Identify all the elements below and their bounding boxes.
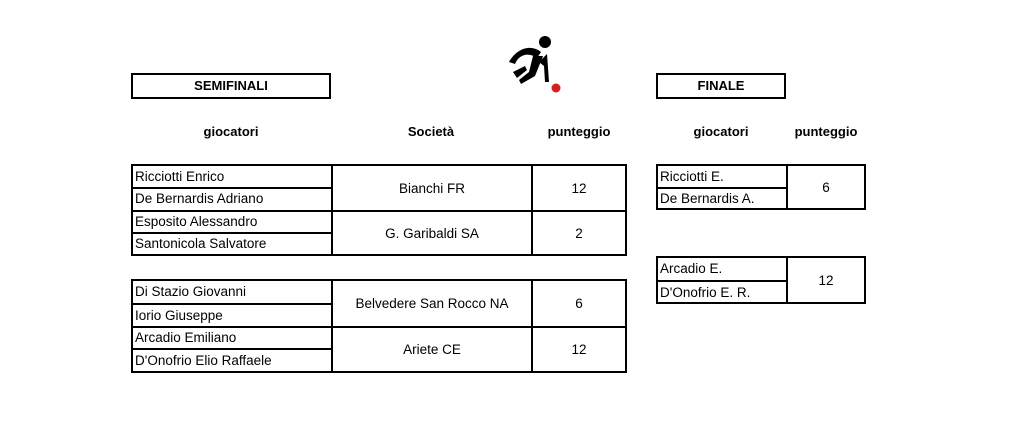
player-name: Di Stazio Giovanni	[135, 284, 247, 299]
player-name: D'Onofrio Elio Raffaele	[135, 353, 272, 368]
club-name: Bianchi FR	[398, 180, 466, 196]
score-value: 6	[822, 179, 830, 195]
score-value: 12	[571, 342, 587, 357]
club-name: G. Garibaldi SA	[385, 225, 479, 241]
score-value: 12	[571, 180, 587, 196]
club-name: Belvedere San Rocco NA	[355, 296, 509, 311]
club-name: Ariete CE	[403, 342, 461, 357]
final-pair-1	[656, 164, 866, 210]
semifinali-header-club: Società	[407, 124, 455, 139]
score-value: 6	[575, 296, 583, 311]
final-pair-2	[656, 256, 866, 304]
player-name: Santonicola Salvatore	[135, 236, 267, 251]
player-name: De Bernardis A.	[660, 191, 755, 206]
score-value: 12	[818, 272, 834, 288]
semifinali-header-score: punteggio	[547, 124, 611, 139]
player-name: Ricciotti E.	[660, 169, 724, 184]
semifinal-group-1	[131, 164, 627, 256]
player-name: Ricciotti Enrico	[135, 169, 225, 184]
player-name: Iorio Giuseppe	[135, 308, 223, 323]
finale-title: FINALE	[656, 73, 786, 99]
player-name: Esposito Alessandro	[135, 214, 258, 229]
semifinali-title: SEMIFINALI	[131, 73, 331, 99]
finale-header-players: giocatori	[693, 124, 749, 139]
player-name: Arcadio E.	[660, 261, 723, 276]
player-name: D'Onofrio E. R.	[660, 285, 751, 300]
semifinal-group-2	[131, 279, 627, 373]
finale-header-score: punteggio	[794, 124, 858, 139]
semifinali-header-players: giocatori	[203, 124, 259, 139]
bocce-player-icon	[503, 32, 567, 96]
player-name: De Bernardis Adriano	[135, 191, 264, 206]
score-value: 2	[575, 225, 583, 241]
player-name: Arcadio Emiliano	[135, 330, 237, 345]
